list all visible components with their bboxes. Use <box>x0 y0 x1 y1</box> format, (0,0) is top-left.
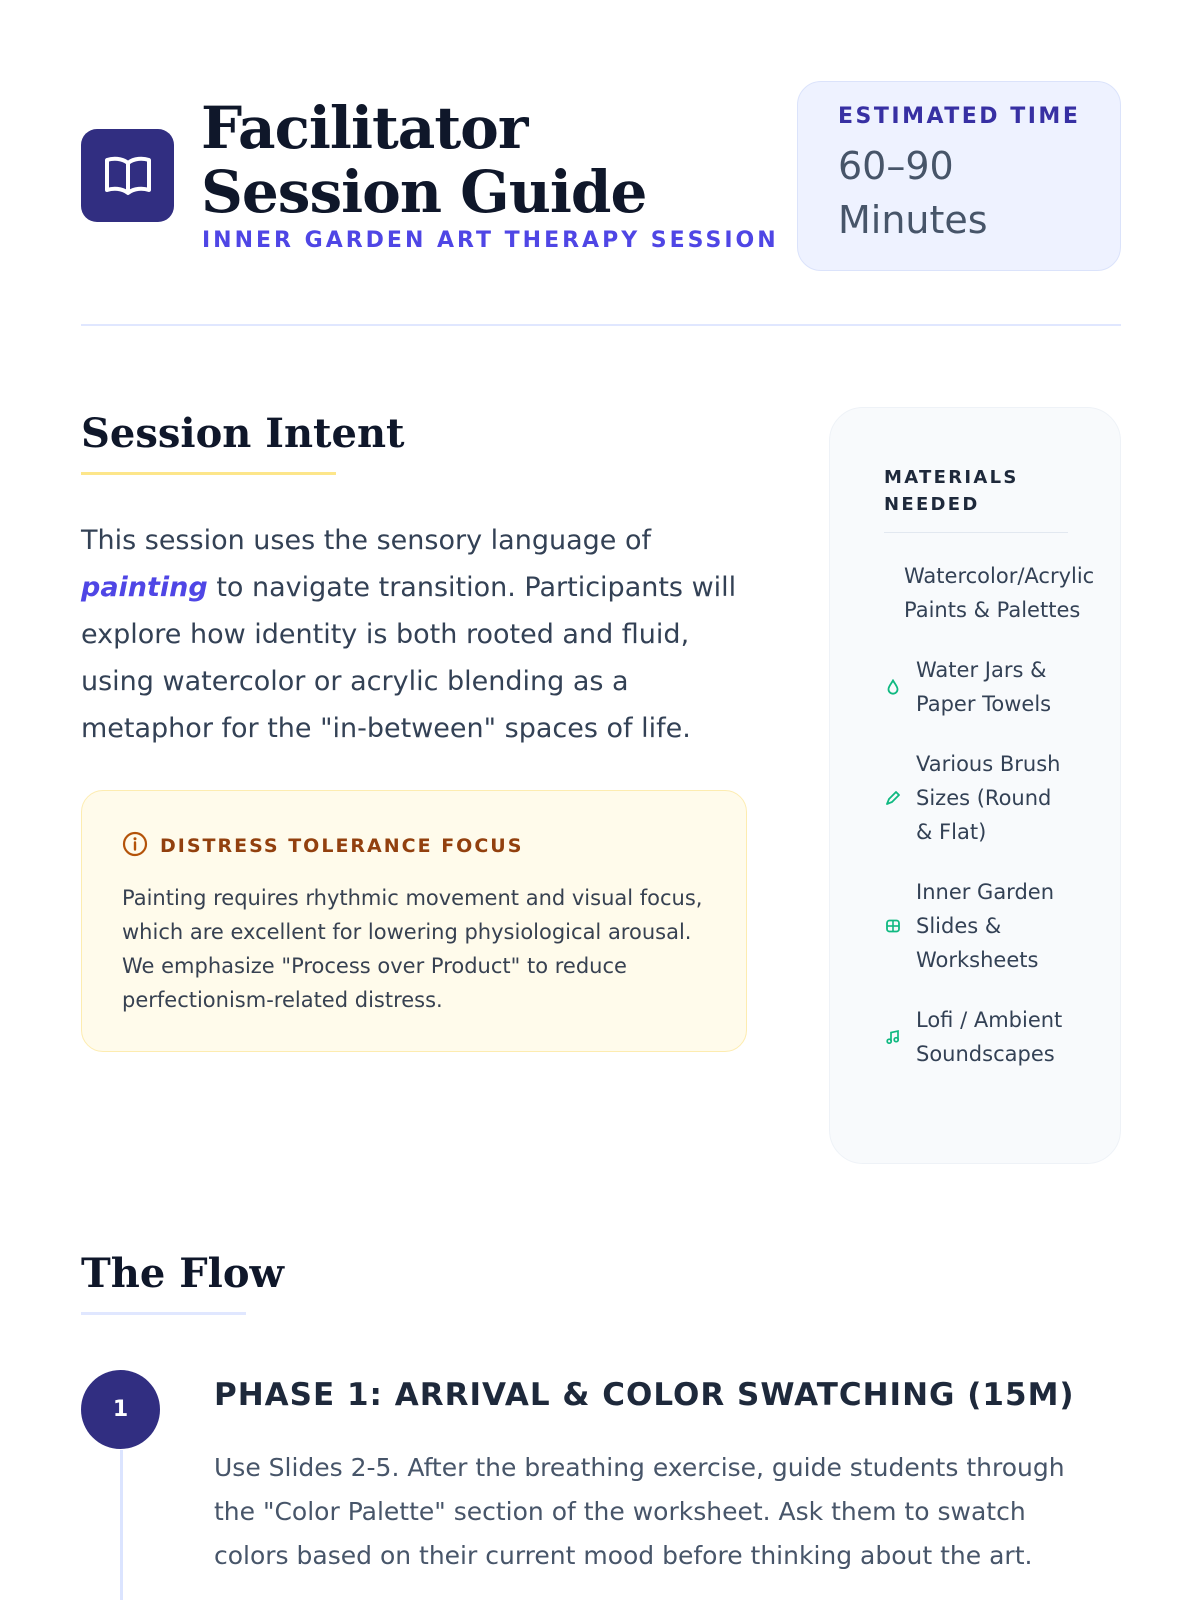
callout-title: DISTRESS TOLERANCE FOCUS <box>160 835 524 857</box>
page-title: Facilitator Session Guide <box>201 94 647 226</box>
section-title-intent: Session Intent <box>81 410 405 457</box>
materials-item <box>884 747 1068 849</box>
materials-title: MATERIALS NEEDED <box>884 467 1019 515</box>
info-circle-icon <box>122 831 148 861</box>
materials-item <box>884 653 1068 721</box>
materials-item-label: Watercolor/Acrylic Paints & Palettes <box>904 564 1095 622</box>
intent-emphasis: painting <box>81 572 208 603</box>
estimated-time-label: ESTIMATED TIME <box>838 104 1081 129</box>
materials-item-label: Water Jars & Paper Towels <box>916 658 1052 716</box>
materials-item <box>884 875 1068 977</box>
page-subtitle: INNER GARDEN ART THERAPY SESSION <box>202 228 779 253</box>
header-divider <box>81 324 1121 326</box>
flow-title-underline <box>81 1312 246 1315</box>
materials-item-label: Various Brush Sizes (Round & Flat) <box>916 752 1061 844</box>
slides-icon <box>884 917 902 935</box>
estimated-time-value: 60–90 Minutes <box>838 144 988 242</box>
materials-item-label: Inner Garden Slides & Worksheets <box>916 880 1055 972</box>
materials-item-label: Lofi / Ambient Soundscapes <box>916 1008 1063 1066</box>
page-header <box>81 90 1121 280</box>
materials-item <box>884 1003 1068 1071</box>
phase-title: PHASE 1: ARRIVAL & COLOR SWATCHING (15M) <box>214 1377 1075 1413</box>
open-book-icon <box>81 129 174 222</box>
estimated-time-card <box>797 81 1121 271</box>
callout-text: Painting requires rhythmic movement and visual focus, which are excellent for lowering physiological arousal. We emphasize "Process over Product" to reduce perfectionism-related distress. <box>122 886 703 1012</box>
phase-number-badge: 1 <box>81 1370 160 1449</box>
materials-list <box>884 559 1095 1071</box>
intent-text-start: This session uses the sensory language of <box>81 525 651 556</box>
intent-title-underline <box>81 472 336 475</box>
materials-divider <box>884 532 1068 533</box>
distress-tolerance-callout <box>81 790 747 1052</box>
droplet-icon <box>884 678 902 696</box>
phase-description: Use Slides 2-5. After the breathing exercise, guide students through the "Color Palette" section of the worksheet. Ask them to swatch colors based on their current mood before thinking about the art. <box>214 1453 1065 1570</box>
section-title-flow: The Flow <box>81 1250 284 1297</box>
intent-paragraph <box>81 517 741 752</box>
music-icon <box>884 1028 902 1046</box>
materials-item <box>884 559 1095 627</box>
materials-card <box>829 407 1121 1164</box>
brush-icon <box>884 789 902 807</box>
intent-text-end: to navigate transition. Participants will explore how identity is both rooted and fluid, using watercolor or acrylic blending as a metaphor for the "in-between" spaces of life. <box>81 572 737 744</box>
timeline-connector <box>120 1450 123 1600</box>
